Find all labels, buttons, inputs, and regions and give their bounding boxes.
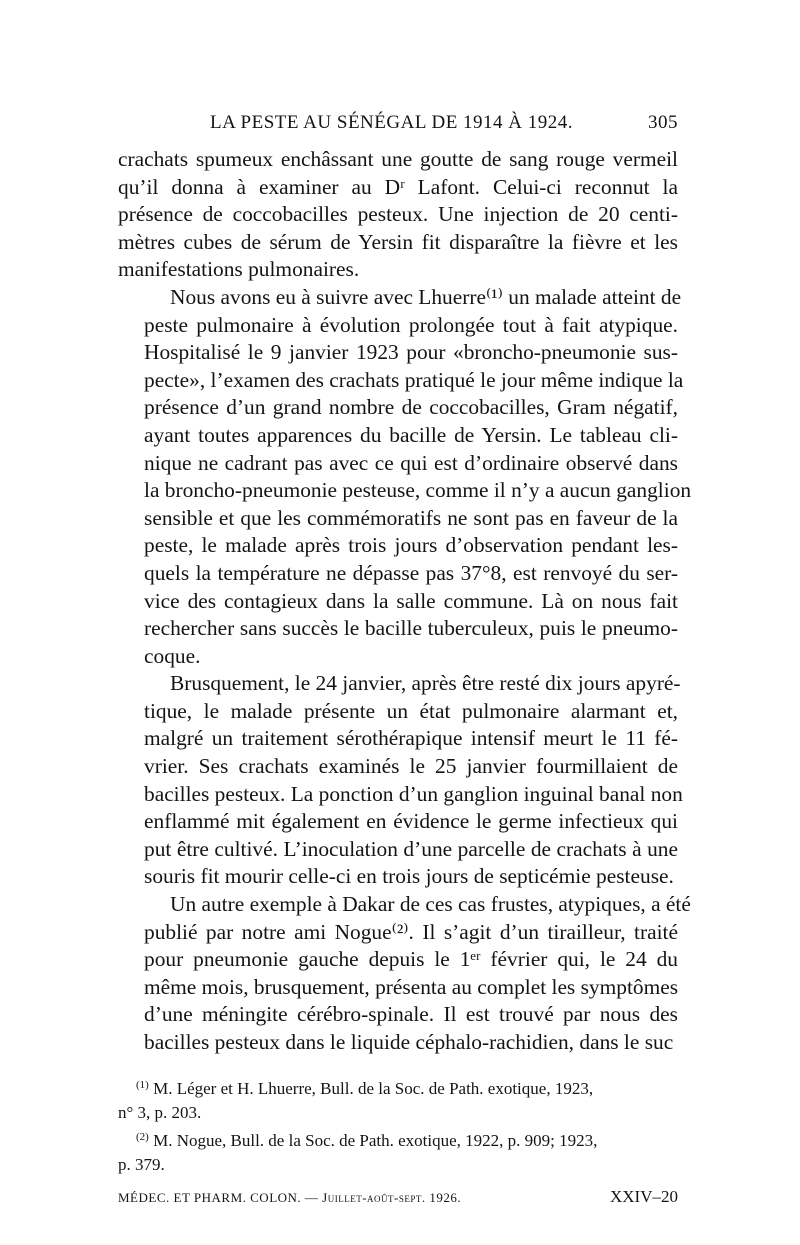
signature-mark: XXIV–20 (610, 1186, 678, 1206)
paragraph (118, 146, 678, 284)
footnote (118, 1125, 678, 1177)
text-line: présence d’un grand nombre de coccobacilles, Gram négatif, (144, 395, 678, 420)
body-text (118, 146, 692, 1057)
text-line: qu’il donna à examiner au Dʳ Lafont. Celui-ci reconnut la (118, 174, 678, 199)
text-line: vrier. Ses crachats examinés le 25 janvier fourmillaient de (144, 754, 678, 779)
text-line: Hospitalisé le 9 janvier 1923 pour «broncho-pneumonie sus- (144, 340, 678, 365)
paragraph (118, 284, 692, 670)
text-line: manifestations pulmonaires. (118, 257, 360, 282)
text-line: enflammé mit également en évidence le germe infectieux qui (144, 809, 678, 834)
footnote (118, 1073, 678, 1125)
text-line: tique, le malade présente un état pulmonaire alarmant et, (144, 698, 678, 723)
text-line: rechercher sans succès le bacille tuberculeux, puis le pneumo- (144, 616, 678, 641)
text-line: mètres cubes de sérum de Yersin fit disparaître la fièvre et les (118, 229, 678, 254)
page-footer (118, 1187, 678, 1207)
paragraph (118, 670, 683, 891)
footnote-text: n° 3, p. 203. (118, 1102, 202, 1122)
text-line: la broncho-pneumonie pesteuse, comme il n’y a aucun ganglion (144, 478, 692, 503)
text-line: malgré un traitement sérothérapique intensif meurt le 11 fé- (144, 726, 678, 751)
running-header (118, 112, 678, 146)
text-line: coque. (144, 643, 201, 668)
text-line: Nous avons eu à suivre avec Lhuerre⁽¹⁾ un malade atteint de (170, 284, 682, 309)
text-line: nique ne cadrant pas avec ce qui est d’ordinaire observé dans (144, 450, 678, 475)
text-line: souris fit mourir celle-ci en trois jours de septicémie pesteuse. (144, 864, 674, 889)
page (118, 112, 692, 1207)
text-line: put être cultivé. L’inoculation d’une parcelle de crachats à une (144, 836, 678, 861)
footnote-number: (1) (136, 1078, 149, 1091)
footnote-line (118, 1073, 678, 1101)
footnote-line (118, 1125, 678, 1153)
text-line: pour pneumonie gauche depuis le 1ᵉʳ février qui, le 24 du (144, 947, 678, 972)
text-line: bacilles pesteux dans le liquide céphalo-rachidien, dans le suc (144, 1030, 674, 1054)
text-line: même mois, brusquement, présenta au complet les symptômes (144, 974, 679, 999)
text-line: vice des contagieux dans la salle commune. Là on nous fait (144, 588, 678, 613)
text-line: peste, le malade après trois jours d’observation pendant les- (144, 533, 678, 558)
footnote-number: (2) (136, 1130, 149, 1143)
footnote-line (118, 1153, 678, 1177)
text-line: d’une méningite cérébro-spinale. Il est trouvé par nous des (144, 1002, 678, 1027)
paragraph (118, 891, 691, 1057)
footnote-text: M. Léger et H. Lhuerre, Bull. de la Soc. de Path. exotique, 1923, (153, 1078, 594, 1098)
text-line: crachats spumeux enchâssant une goutte de sang rouge vermeil (118, 147, 678, 171)
text-line: bacilles pesteux. La ponction d’un ganglion inguinal banal non (144, 781, 683, 806)
text-line: quels la température ne dépasse pas 37°8, est renvoyé du ser- (144, 560, 678, 585)
text-line: publié par notre ami Nogue⁽²⁾. Il s’agit d’un tirailleur, traité (144, 919, 678, 944)
text-line: peste pulmonaire à évolution prolongée tout à fait atypique. (144, 312, 678, 337)
text-line: Un autre exemple à Dakar de ces cas frustes, atypiques, a été (170, 892, 691, 917)
text-line: ayant toutes apparences du bacille de Yersin. Le tableau cli- (144, 422, 678, 447)
footnote-line (118, 1101, 678, 1125)
running-title: LA PESTE AU SÉNÉGAL DE 1914 À 1924. (210, 112, 574, 133)
footnote-text: p. 379. (118, 1154, 165, 1174)
text-line: présence de coccobacilles pesteux. Une injection de 20 centi- (118, 202, 678, 227)
text-line: pecte», l’examen des crachats pratiqué le jour même indique la (144, 367, 684, 392)
footnotes (118, 1073, 678, 1177)
footnote-text: M. Nogue, Bull. de la Soc. de Path. exotique, 1922, p. 909; 1923, (153, 1130, 598, 1150)
text-line: sensible et que les commémoratifs ne sont pas en faveur de la (144, 505, 678, 530)
journal-reference: MÉDEC. ET PHARM. COLON. — Juillet-août-sept. 1926. (118, 1189, 462, 1205)
page-number: 305 (648, 112, 678, 133)
text-line: Brusquement, le 24 janvier, après être resté dix jours apyré- (170, 671, 681, 696)
